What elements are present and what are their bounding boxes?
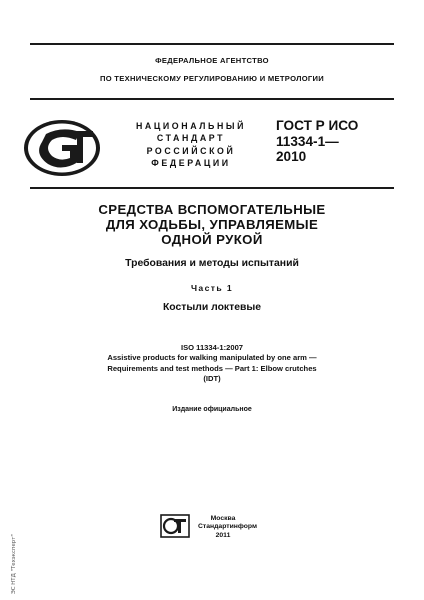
national-standard-label	[120, 120, 262, 170]
edition-label: Издание официальное	[172, 406, 252, 413]
title-rule	[30, 187, 394, 189]
top-rule	[30, 43, 394, 45]
national-line: СТАНДАРТ	[156, 133, 226, 144]
standartinform-logo-icon	[160, 514, 190, 538]
iso-line: Requirements and test methods — Part 1: Elbow crutches	[107, 363, 317, 373]
side-stamp: ЭС НТД "Техэксперт"	[11, 534, 17, 594]
document-subtitle: Требования и методы испытаний	[125, 258, 299, 269]
title-line: СРЕДСТВА ВСПОМОГАТЕЛЬНЫЕ	[98, 202, 326, 217]
title-line: ДЛЯ ХОДЬБЫ, УПРАВЛЯЕМЫЕ	[105, 216, 319, 232]
publisher-line: 2011	[215, 531, 231, 539]
publisher-line: Москва	[210, 515, 236, 522]
title-line: ОДНОЙ РУКОЙ	[161, 231, 263, 247]
iso-reference	[40, 343, 384, 385]
header-rule	[30, 98, 394, 100]
gost-designation	[276, 118, 406, 165]
national-line: ФЕДЕРАЦИИ	[151, 158, 231, 169]
document-title	[40, 203, 384, 247]
gost-line: ГОСТ Р ИСО	[276, 118, 359, 133]
iso-line: ISO 11334-1:2007	[180, 343, 244, 352]
part-number: Часть 1	[190, 283, 234, 293]
agency-line-2: ПО ТЕХНИЧЕСКОМУ РЕГУЛИРОВАНИЮ И МЕТРОЛОГИИ	[99, 74, 325, 83]
national-line: НАЦИОНАЛЬНЫЙ	[135, 121, 247, 131]
publisher-info	[198, 515, 257, 540]
national-line: РОССИЙСКОЙ	[146, 145, 236, 156]
gost-line: 11334-1—	[276, 133, 339, 149]
part-name: Костыли локтевые	[162, 302, 262, 313]
gost-line: 2010	[276, 149, 307, 164]
publisher-line: Стандартинформ	[198, 523, 257, 531]
iso-line: Assistive products for walking manipulated by one arm —	[107, 353, 317, 363]
agency-line-1: ФЕДЕРАЛЬНОЕ АГЕНТСТВО	[155, 56, 269, 65]
rst-certification-mark-icon	[22, 118, 102, 178]
iso-line: (IDT)	[203, 374, 221, 384]
